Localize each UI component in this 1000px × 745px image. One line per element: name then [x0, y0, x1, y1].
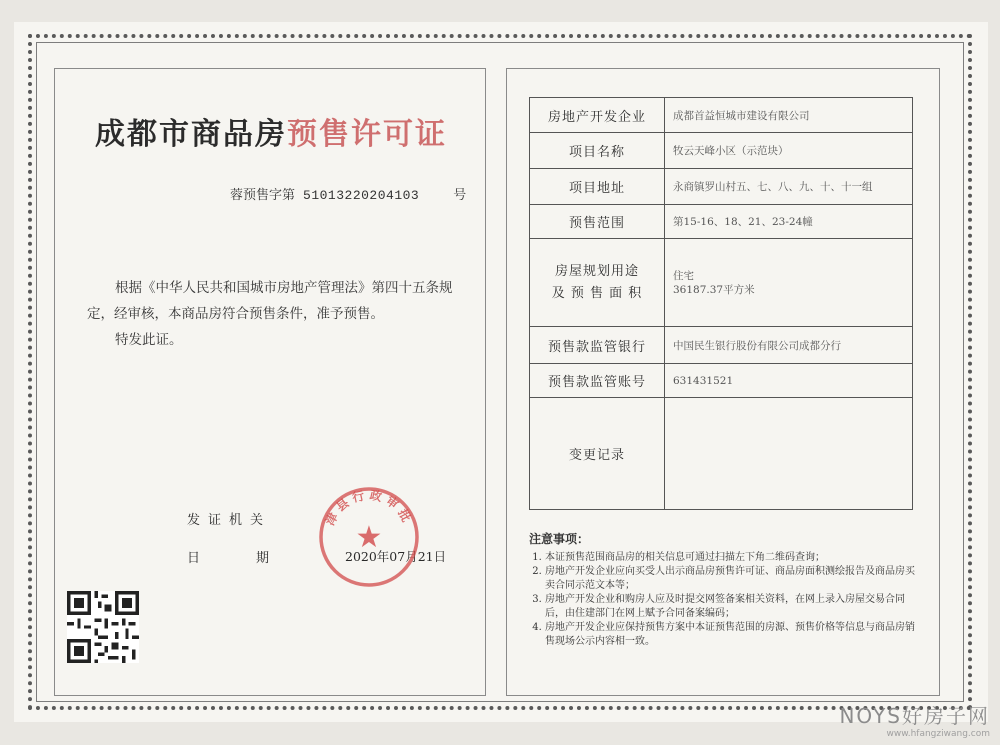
- row-label-bank: 预售款监管银行: [530, 327, 665, 364]
- issue-date: 2020年07月21日: [345, 549, 447, 564]
- date-label-day: 日: [187, 551, 201, 566]
- permit-suffix: 号: [453, 188, 467, 203]
- table-row: [530, 239, 913, 327]
- note-item: 1. 本证预售范围商品房的相关信息可通过扫描左下角二维码查询；: [545, 551, 919, 565]
- note-item: 3. 房地产开发企业和购房人应及时提交网签备案相关资料，在网上录入房屋交易合同后，由住建部门在网上赋予合同备案编码；: [545, 593, 919, 620]
- qr-code-icon[interactable]: [67, 591, 139, 663]
- permit-number-line: [230, 184, 466, 203]
- permit-number: 51013220204103: [303, 188, 420, 203]
- row-label-project-name: 项目名称: [530, 133, 665, 169]
- note-item: 4. 房地产开发企业应保持预售方案中本证预售范围的房源、预售价格等信息与商品房销售现场公示内容相一致。: [545, 621, 919, 648]
- row-value-project-name: 牧云天峰小区（示范块）: [665, 133, 913, 169]
- notes-section: [529, 533, 919, 649]
- row-value-usage-area: [665, 239, 913, 327]
- row-label-usage-area: [530, 239, 665, 327]
- title-faded: 预售许可证: [287, 117, 447, 152]
- area-value: 36187.37平方米: [673, 283, 755, 296]
- table-row: [530, 98, 913, 133]
- watermark-url: www.hfangziwang.com: [886, 729, 990, 739]
- usage-label-line2: 及 预 售 面 积: [551, 285, 643, 301]
- seal-star: ★: [355, 520, 383, 555]
- watermark-brand: NOYS好房子网: [839, 704, 990, 728]
- row-label-address: 项目地址: [530, 169, 665, 205]
- row-value-account: 631431521: [665, 364, 913, 398]
- body-paragraph: 根据《中华人民共和国城市房地产管理法》第四十五条规定，经审核，本商品房符合预售条件，准予预售。: [87, 280, 453, 322]
- table-row: [530, 169, 913, 205]
- row-label-change-record: 变更记录: [530, 398, 665, 510]
- table-row: [530, 205, 913, 239]
- usage-value: 住宅: [673, 269, 694, 282]
- table-row: [530, 327, 913, 364]
- table-row: [530, 398, 913, 510]
- row-value-presale-scope: 第15-16、18、21、23-24幢: [665, 205, 913, 239]
- row-label-account: 预售款监管账号: [530, 364, 665, 398]
- row-value-change-record: [665, 398, 913, 510]
- row-label-presale-scope: 预售范围: [530, 205, 665, 239]
- info-table: [529, 97, 913, 510]
- row-label-developer: 房地产开发企业: [530, 98, 665, 133]
- right-panel: [506, 68, 940, 696]
- seal-text: 津县行政审批: [322, 487, 416, 528]
- row-value-address: 永商镇罗山村五、七、八、九、十、十一组: [665, 169, 913, 205]
- body-closing: 特发此证。: [115, 332, 183, 348]
- official-seal-icon: [317, 485, 421, 589]
- date-label-period: 期: [256, 551, 270, 566]
- row-value-developer: 成都首益恒城市建设有限公司: [665, 98, 913, 133]
- note-item: 2. 房地产开发企业应向买受人出示商品房预售许可证、商品房面积测绘报告及商品房买卖合同示范文本等；: [545, 565, 919, 592]
- row-value-bank: 中国民生银行股份有限公司成都分行: [665, 327, 913, 364]
- issuer-label: 发证机关: [187, 513, 272, 528]
- notes-list: [529, 551, 919, 649]
- notes-heading: 注意事项：: [529, 532, 590, 546]
- date-label: [187, 547, 269, 566]
- usage-label-line1: 房屋规划用途: [554, 263, 639, 279]
- permit-prefix: 蓉预售字第: [230, 188, 296, 203]
- certificate-body: [87, 275, 467, 353]
- table-row: [530, 364, 913, 398]
- site-watermark: [839, 700, 990, 739]
- certificate-title: [95, 109, 455, 153]
- title-main: 成都市商品房: [95, 117, 287, 152]
- left-panel: [54, 68, 486, 696]
- table-row: [530, 133, 913, 169]
